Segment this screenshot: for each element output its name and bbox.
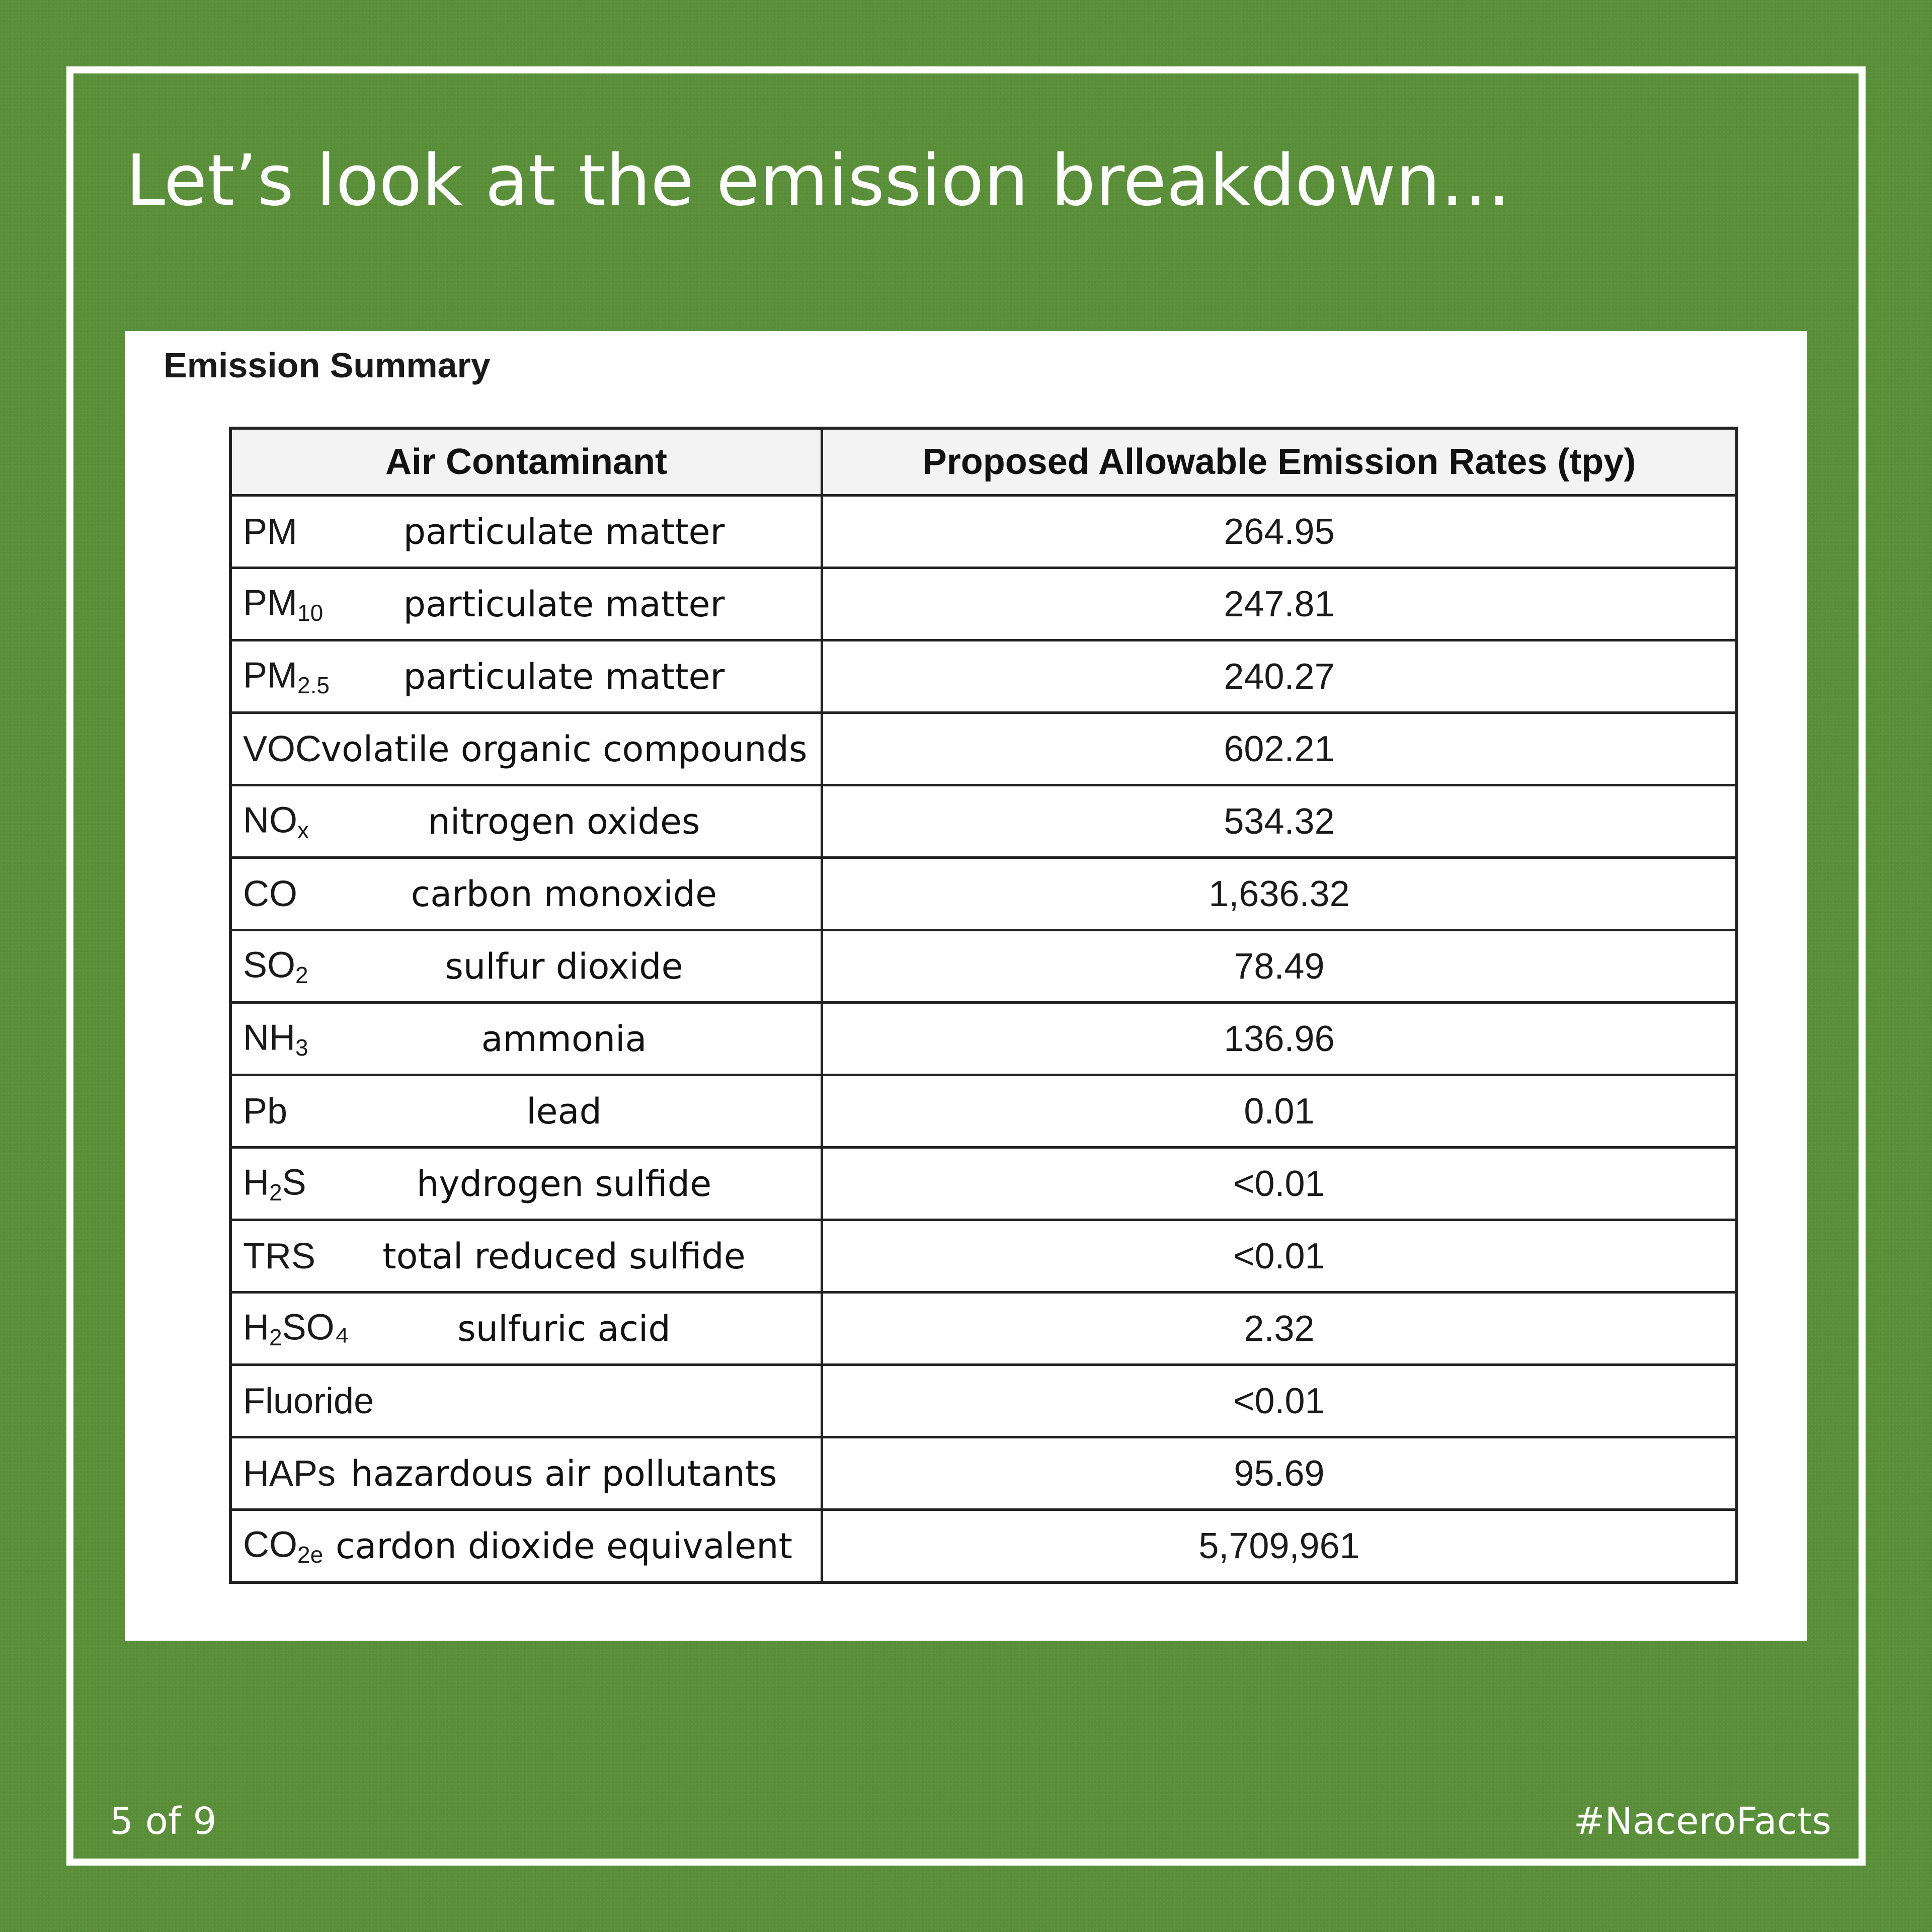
contaminant-symbol [243,1162,306,1206]
contaminant-description: carbon monoxide [411,873,717,915]
contaminant-cell [230,1437,822,1510]
column-header-rate: Proposed Allowable Emission Rates (tpy) [822,428,1737,496]
contaminant-symbol [243,1236,315,1277]
contaminant-symbol [243,655,330,699]
contaminant-symbol [243,873,297,915]
emission-rate-cell: <0.01 [822,1148,1737,1220]
symbol-subscript: 2e [297,1541,324,1568]
contaminant-symbol [243,1381,374,1422]
contaminant-symbol [243,799,309,844]
contaminant-symbol [243,729,321,770]
emission-rate-cell: 602.21 [822,713,1737,785]
emission-rate-cell: 2.32 [822,1293,1737,1365]
contaminant-description: particulate matter [403,583,725,625]
contaminant-cell [230,713,822,785]
emission-rate-cell: 78.49 [822,930,1737,1003]
emission-rate-cell: 247.81 [822,568,1737,640]
page-indicator: 5 of 9 [110,1800,217,1843]
contaminant-cell [230,1293,822,1365]
emission-rate-cell: 264.95 [822,496,1737,568]
contaminant-cell [230,858,822,930]
contaminant-symbol [243,1091,287,1132]
contaminant-cell [230,496,822,568]
symbol-base: NO [243,799,297,840]
contaminant-symbol [243,1017,308,1061]
contaminant-cell [230,1148,822,1220]
symbol-subscript: 2 [269,1179,282,1205]
table-row [230,1220,1737,1293]
symbol-tail: SO₄ [282,1307,350,1347]
contaminant-description: volatile organic compounds [320,728,808,770]
table-row [230,930,1737,1003]
symbol-subscript: 2.5 [297,672,330,698]
contaminant-description: ammonia [481,1018,647,1060]
symbol-subscript: 2 [269,1324,282,1350]
symbol-base: PM [243,511,297,552]
symbol-tail: S [282,1162,306,1202]
contaminant-cell [230,1075,822,1148]
contaminant-description: cardon dioxide equivalent [336,1525,792,1567]
symbol-subscript: 2 [295,961,308,988]
symbol-base: NH [243,1017,295,1058]
emission-rate-cell: 136.96 [822,1003,1737,1075]
table-row [230,1075,1737,1148]
emission-rate-cell: <0.01 [822,1365,1737,1437]
symbol-base: PM [243,655,297,695]
symbol-base: VOC [243,729,322,769]
symbol-subscript: 3 [295,1034,308,1061]
table-row [230,1365,1737,1437]
contaminant-description: particulate matter [403,511,725,552]
table-row [230,1437,1737,1510]
contaminant-cell [230,1003,822,1075]
symbol-base: H [243,1162,269,1202]
contaminant-symbol [243,511,297,552]
table-row [230,1003,1737,1075]
contaminant-description: sulfuric acid [457,1308,671,1349]
table-row [230,858,1737,930]
symbol-base: CO [243,1524,297,1565]
contaminant-description: sulfur dioxide [445,945,683,987]
table-row [230,713,1737,785]
hashtag: #NaceroFacts [1573,1800,1831,1843]
emission-rate-cell: <0.01 [822,1220,1737,1293]
contaminant-cell [230,930,822,1003]
column-header-contaminant: Air Contaminant [230,428,822,496]
contaminant-symbol [243,582,323,626]
contaminant-description: lead [526,1090,602,1132]
table-row [230,568,1737,640]
emission-rate-cell: 240.27 [822,640,1737,713]
table-row [230,640,1737,713]
symbol-base: PM [243,582,297,623]
contaminant-description: nitrogen oxides [428,800,700,842]
symbol-base: Pb [243,1091,288,1132]
symbol-subscript: 10 [297,599,324,626]
contaminant-description: hydrogen sulfide [416,1163,712,1204]
symbol-subscript: x [297,817,309,843]
contaminant-cell [230,1220,822,1293]
symbol-base: TRS [243,1236,315,1276]
emission-table [229,427,1738,1584]
emission-rate-cell: 1,636.32 [822,858,1737,930]
emission-rate-cell: 0.01 [822,1075,1737,1148]
table-body [230,496,1737,1583]
contaminant-symbol [243,944,308,989]
table-row [230,1148,1737,1220]
contaminant-cell [230,1365,822,1437]
table-row [230,1510,1737,1583]
contaminant-description: hazardous air pollutants [351,1453,777,1494]
emission-rate-cell: 95.69 [822,1437,1737,1510]
contaminant-cell [230,640,822,713]
panel-heading: Emission Summary [164,346,491,385]
table-row [230,1293,1737,1365]
symbol-base: HAPs [243,1453,336,1494]
emission-summary-panel [125,331,1807,1641]
contaminant-symbol [243,1524,323,1568]
contaminant-cell [230,568,822,640]
contaminant-symbol [243,1453,336,1494]
table-row [230,496,1737,568]
contaminant-description: particulate matter [403,656,725,697]
slide-title: Let’s look at the emission breakdown… [126,140,1511,222]
emission-rate-cell: 5,709,961 [822,1510,1737,1583]
contaminant-symbol [243,1307,349,1351]
contaminant-cell [230,785,822,858]
symbol-base: CO [243,873,297,914]
contaminant-description: total reduced sulfide [382,1235,746,1277]
emission-rate-cell: 534.32 [822,785,1737,858]
table-row [230,785,1737,858]
table-header-row [230,428,1737,496]
symbol-base: H [243,1307,269,1347]
symbol-base: Fluoride [243,1381,374,1421]
contaminant-cell [230,1510,822,1583]
symbol-base: SO [243,944,296,985]
